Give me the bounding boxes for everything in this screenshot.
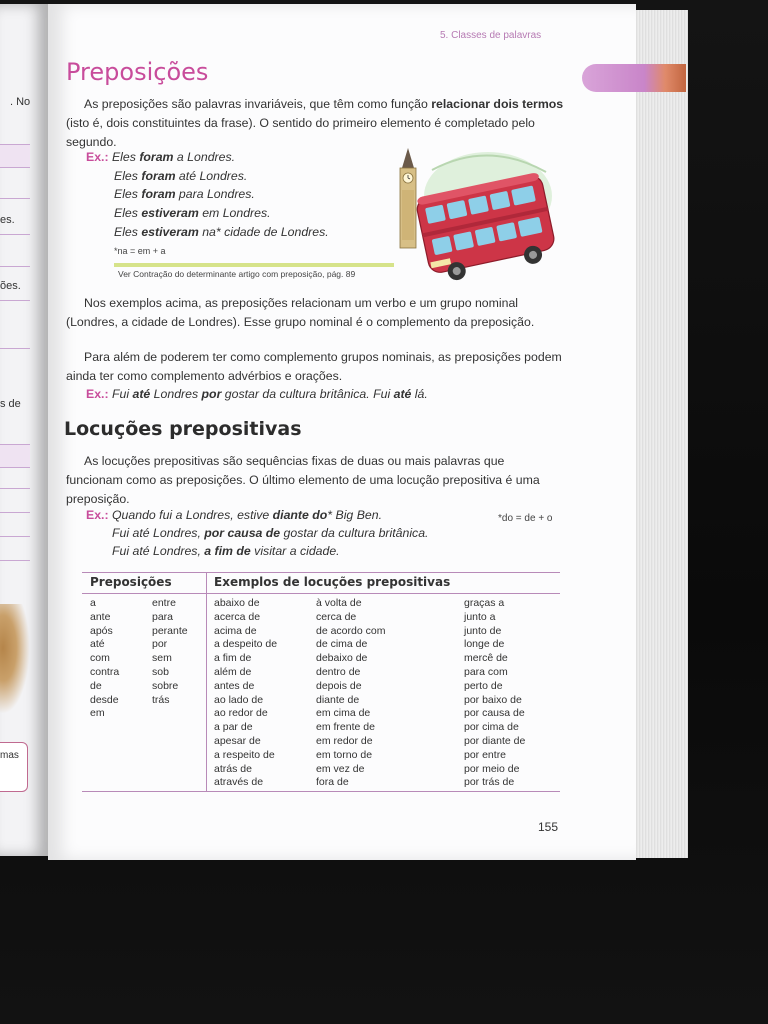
table-cell: além de <box>214 665 252 678</box>
prepositions-table <box>82 572 560 794</box>
table-cell: após <box>90 624 113 637</box>
example-bold: a fim de <box>204 544 251 558</box>
table-cell: dentro de <box>316 665 361 678</box>
table-cell: ante <box>90 610 111 623</box>
table-cell: cerca de <box>316 610 357 623</box>
example-text: Fui até Londres, <box>112 544 205 558</box>
example-text: * Big Ben. <box>327 508 382 522</box>
locutions-column-1 <box>214 597 277 790</box>
example-text: até Londres. <box>175 169 248 183</box>
example-text: gostar da cultura britânica. <box>280 526 429 540</box>
divider <box>0 488 30 489</box>
example-bold: por <box>201 387 222 401</box>
left-page-illustration <box>0 604 30 714</box>
table-cell: por cima de <box>464 721 519 734</box>
page-stack-edge <box>632 10 688 858</box>
left-page-fragment: es. <box>0 214 15 226</box>
intro-text: (isto é, dois constituintes da frase). O sentido do primeiro elemento é completado pelo segundo. <box>66 116 535 149</box>
table-cell: junto a <box>464 610 496 623</box>
table-cell: a par de <box>214 721 253 734</box>
left-page-fragment: . No <box>10 96 31 108</box>
example-label: Ex.: <box>86 508 109 522</box>
table-cell: por causa de <box>464 707 525 720</box>
example-text: lá. <box>411 387 428 401</box>
example-line <box>112 544 340 558</box>
table-cell: em redor de <box>316 734 373 747</box>
table-cell: por entre <box>464 748 507 761</box>
table-cell: diante de <box>316 693 360 706</box>
left-page-fragment: ões. <box>0 280 21 292</box>
divider <box>0 300 30 301</box>
table-cell: apesar de <box>214 734 261 747</box>
table-cell: atrás de <box>214 762 252 775</box>
table-cell: por <box>152 638 168 651</box>
table-cell: acima de <box>214 624 257 637</box>
example-bold: até <box>393 387 412 401</box>
example-bold: estiveram <box>141 225 199 239</box>
example-text: Quando fui a Londres, estive <box>111 508 273 522</box>
table-header-locutions: Exemplos de locuções prepositivas <box>214 575 451 589</box>
table-column-divider <box>206 572 207 792</box>
table-cell: a respeito de <box>214 748 275 761</box>
left-page-band <box>0 444 30 468</box>
example-text: gostar da cultura britânica. Fui <box>221 387 394 401</box>
prepositions-column-1 <box>90 597 119 721</box>
divider <box>0 512 30 513</box>
table-cell: por trás de <box>464 776 515 789</box>
table-cell: até <box>90 638 105 651</box>
footnote-do: *do = de + o <box>498 513 553 524</box>
table-cell: acerca de <box>214 610 261 623</box>
paragraph-4-text: As locuções prepositivas são sequências fixas de duas ou mais palavras que funcionam como as preposições. O último elemento de uma locução prepositiva é uma preposição. <box>66 454 540 506</box>
example-bold: foram <box>139 150 174 164</box>
table-cell: ao redor de <box>214 707 268 720</box>
see-also-bar <box>114 263 394 267</box>
left-page-band <box>0 144 30 168</box>
example-line <box>114 169 247 183</box>
table-cell: debaixo de <box>316 652 368 665</box>
chapter-tab <box>582 64 686 92</box>
example-text: Fui até Londres, <box>112 526 205 540</box>
table-header-prepositions: Preposições <box>90 575 172 589</box>
table-cell: em frente de <box>316 721 375 734</box>
example-line <box>86 387 428 401</box>
table-cell: de acordo com <box>316 624 386 637</box>
table-cell: de <box>90 679 102 692</box>
table-cell: graças a <box>464 597 505 609</box>
table-cell: sem <box>152 652 172 665</box>
left-page-edge <box>0 4 48 856</box>
left-page-fragment: s de <box>0 398 21 410</box>
example-text: a Londres. <box>173 150 236 164</box>
example-line <box>114 206 271 220</box>
example-text: Eles <box>114 206 142 220</box>
intro-text: As preposições são palavras invariáveis, que têm como função <box>84 97 432 111</box>
see-also-reference: Ver Contração do determinante artigo com preposição, pág. 89 <box>118 269 356 279</box>
example-text: Eles <box>114 225 142 239</box>
section-heading: Locuções prepositivas <box>64 418 302 440</box>
left-page-fragment: mas <box>0 750 19 761</box>
table-cell: depois de <box>316 679 362 692</box>
running-head: 5. Classes de palavras <box>440 30 542 41</box>
example-text: na* cidade de Londres. <box>198 225 329 239</box>
example-label: Ex.: <box>86 150 109 164</box>
table-cell: para com <box>464 665 508 678</box>
divider <box>0 560 30 561</box>
example-text: Eles <box>114 187 142 201</box>
table-cell: trás <box>152 693 170 706</box>
example-text: visitar a cidade. <box>250 544 340 558</box>
table-cell: a despeito de <box>214 638 278 651</box>
example-text: Londres <box>150 387 202 401</box>
page-number: 155 <box>538 820 559 834</box>
table-cell: a <box>90 597 96 609</box>
table-cell: ao lado de <box>214 693 264 706</box>
example-line <box>86 508 382 522</box>
table-cell: por baixo de <box>464 693 522 706</box>
example-line <box>114 187 255 201</box>
divider <box>0 266 30 267</box>
table-cell: através de <box>214 776 264 789</box>
example-text: Fui <box>111 387 133 401</box>
table-cell: junto de <box>464 624 502 637</box>
paragraph-2 <box>66 294 564 332</box>
table-cell: em <box>90 707 105 720</box>
divider <box>0 234 30 235</box>
prepositions-column-2 <box>152 597 188 707</box>
table-cell: por diante de <box>464 734 526 747</box>
table-cell: antes de <box>214 679 255 692</box>
table-cell: de cima de <box>316 638 368 651</box>
example-line <box>112 526 428 540</box>
example-bold: diante do <box>272 508 328 522</box>
table-cell: entre <box>152 597 176 609</box>
locutions-column-3 <box>464 597 525 790</box>
page-title: Preposições <box>66 58 209 86</box>
paragraph-2-text: Nos exemplos acima, as preposições relacionam um verbo e um grupo nominal (Londres, a cidade de Londres). Esse grupo nominal é o complemento da preposição. <box>66 296 535 329</box>
table-rule <box>82 791 560 792</box>
example-text: para Londres. <box>175 187 255 201</box>
table-cell: para <box>152 610 174 623</box>
example-bold: até <box>132 387 151 401</box>
table-cell: perante <box>152 624 188 637</box>
table-cell: abaixo de <box>214 597 260 609</box>
example-bold: foram <box>141 169 176 183</box>
table-cell: contra <box>90 665 120 678</box>
example-text: em Londres. <box>198 206 271 220</box>
example-bold: estiveram <box>141 206 199 220</box>
bus-big-ben-illustration <box>396 146 556 282</box>
paragraph-3-text: Para além de poderem ter como complemento grupos nominais, as preposições podem ainda ter como complemento advérbios e orações. <box>66 350 562 383</box>
example-text: Eles <box>111 150 140 164</box>
divider <box>0 536 30 537</box>
table-cell: fora de <box>316 776 349 789</box>
table-cell: desde <box>90 693 119 706</box>
table-cell: perto de <box>464 679 503 692</box>
locutions-column-2 <box>316 597 385 790</box>
table-cell: em torno de <box>316 748 373 761</box>
paragraph-3 <box>66 348 564 386</box>
table-cell: em vez de <box>316 762 365 775</box>
table-cell: por meio de <box>464 762 520 775</box>
table-cell: longe de <box>464 638 505 651</box>
table-cell: a fim de <box>214 652 252 665</box>
example-bold: foram <box>141 187 176 201</box>
table-cell: com <box>90 652 110 665</box>
example-label: Ex.: <box>86 387 109 401</box>
example-line <box>86 150 235 164</box>
paragraph-4 <box>66 452 564 509</box>
table-cell: mercê de <box>464 652 508 665</box>
table-cell: em cima de <box>316 707 371 720</box>
divider <box>0 348 30 349</box>
example-line <box>114 225 329 239</box>
table-cell: sob <box>152 665 169 678</box>
table-rule <box>82 593 560 594</box>
intro-paragraph <box>66 95 564 152</box>
divider <box>0 198 30 199</box>
footnote-na: *na = em + a <box>114 246 166 256</box>
table-rule <box>82 572 560 573</box>
example-bold: por causa de <box>204 526 281 540</box>
intro-bold: relacionar dois termos <box>431 97 564 111</box>
example-text: Eles <box>114 169 142 183</box>
table-cell: sobre <box>152 679 179 692</box>
table-cell: à volta de <box>316 597 362 609</box>
